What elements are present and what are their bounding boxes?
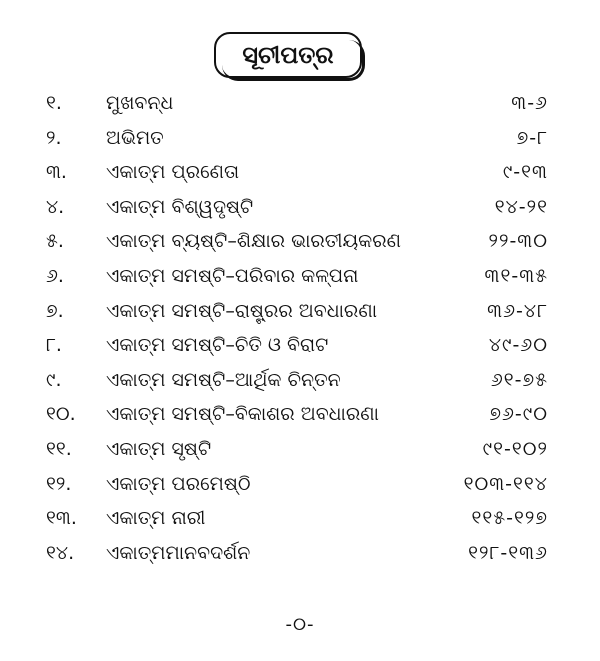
toc-title: ଏକାତ୍ମମାନବଦର୍ଶନ: [106, 541, 251, 564]
toc-title: ମୁଖବନ୍ଧ: [106, 92, 174, 114]
toc-pages: ୨୨-୩୦: [488, 230, 548, 253]
toc-row: [0, 259, 600, 294]
toc-pages: ୩୬-୪୮: [487, 299, 548, 322]
toc-row: [0, 294, 600, 329]
toc-number: ୬.: [46, 264, 64, 287]
toc-pages: ୧୦୩-୧୧୪: [463, 472, 548, 495]
page-title: ସୂଚୀପତ୍ର: [242, 41, 334, 69]
toc-row: [0, 328, 600, 363]
toc-row: [0, 224, 600, 259]
toc-pages: ୯୧-୧୦୨: [482, 437, 548, 460]
toc-pages: ୭୬-୯୦: [489, 403, 548, 426]
title-box: [214, 32, 362, 78]
toc-row: [0, 397, 600, 432]
toc-row: [0, 121, 600, 156]
toc-title: ଅଭିମତ: [106, 126, 164, 149]
toc-pages: ୯-୧୩: [502, 161, 548, 184]
toc-number: ୧୩.: [46, 507, 77, 530]
toc-row: [0, 155, 600, 190]
toc-title: ଏକାତ୍ମ ସମଷ୍ଟି–ପରିବାର କଳ୍ପନା: [106, 264, 359, 287]
toc-number: ୫.: [46, 230, 64, 253]
toc-title: ଏକାତ୍ମ ବିଶ୍ୱଦୃଷ୍ଟି: [106, 195, 254, 218]
toc-row: [0, 363, 600, 398]
toc-title: ଏକାତ୍ମ ସମଷ୍ଟି–ଚିତି ଓ ବିରାଟ: [106, 334, 329, 357]
toc-title: ଏକାତ୍ମ ସମଷ୍ଟି–ବିକାଶର ଅବଧାରଣା: [106, 403, 379, 426]
toc-number: ୧୧.: [46, 437, 72, 460]
toc-pages: ୪୯-୬୦: [488, 334, 548, 357]
toc-title: ଏକାତ୍ମ ସୃଷ୍ଟି: [106, 437, 212, 460]
toc-number: ୮.: [46, 334, 62, 357]
toc-row: [0, 190, 600, 225]
toc-number: ୧୨.: [46, 472, 72, 495]
toc-row: [0, 467, 600, 502]
toc-pages: ୬୧-୭୫: [490, 368, 548, 391]
toc-row: [0, 86, 600, 121]
toc-title: ଏକାତ୍ମ ସମଷ୍ଟି–ରାଷ୍ଟ୍ରର ଅବଧାରଣା: [106, 299, 378, 322]
toc-row: [0, 536, 600, 571]
toc-number: ୯.: [46, 368, 62, 391]
toc-row: [0, 501, 600, 536]
toc-row: [0, 432, 600, 467]
toc-number: ୧୦.: [46, 403, 76, 426]
toc-number: ୩.: [46, 161, 67, 184]
toc-number: ୪.: [46, 195, 65, 218]
toc-title: ଏକାତ୍ମ ନାରୀ: [106, 507, 206, 530]
toc-pages: ୧୪-୨୧: [494, 195, 548, 218]
toc-title: ଏକାତ୍ମ ପ୍ରଣେତା: [106, 161, 240, 184]
toc-number: ୧.: [46, 92, 62, 114]
toc-number: ୭.: [46, 299, 64, 322]
page-number: -୦-: [285, 614, 315, 635]
toc-pages: ୧୨୮-୧୩୬: [468, 541, 548, 564]
toc-title: ଏକାତ୍ମ ବ୍ୟଷ୍ଟି–ଶିକ୍ଷାର ଭାରତୀୟକରଣ: [106, 230, 401, 253]
toc-number: ୨.: [46, 126, 62, 149]
toc-title: ଏକାତ୍ମ ସମଷ୍ଟି–ଆର୍ଥିକ ଚିନ୍ତନ: [106, 368, 341, 391]
toc-pages: ୩୧-୩୫: [484, 264, 548, 287]
toc-pages: ୭-୮: [516, 126, 548, 149]
toc-pages: ୩-୬: [511, 92, 548, 114]
toc-title: ଏକାତ୍ମ ପରମେଷ୍ଠି: [106, 472, 251, 495]
table-of-contents: [0, 86, 600, 570]
toc-number: ୧୪.: [46, 541, 75, 564]
toc-pages: ୧୧୫-୧୨୭: [471, 507, 548, 530]
